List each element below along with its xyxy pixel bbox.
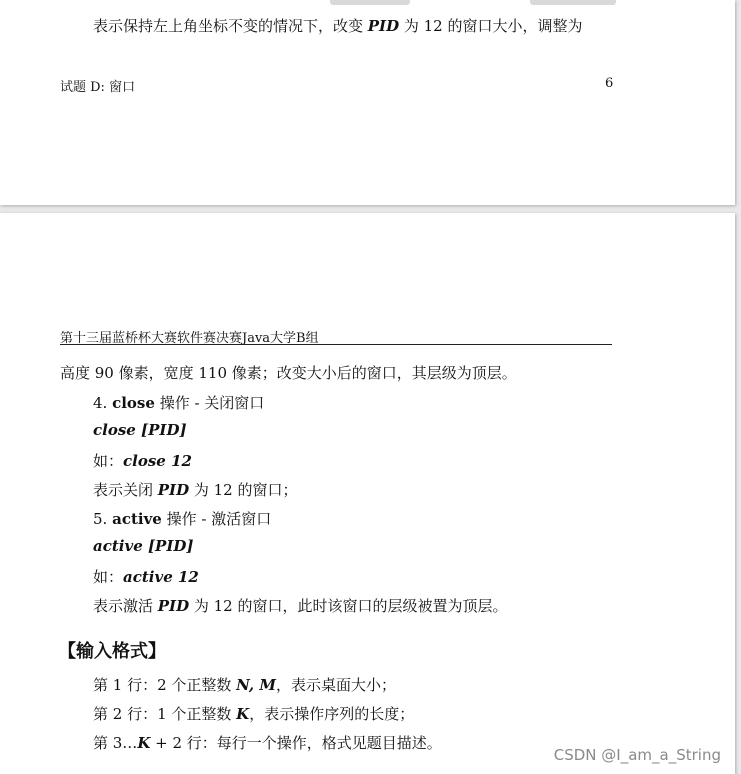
pid-term: PID xyxy=(157,597,190,615)
text: 为 12 的窗口，此时该窗口的层级被置为顶层。 xyxy=(189,597,508,615)
watermark: CSDN @I_am_a_String xyxy=(553,746,721,764)
paragraph-line xyxy=(93,15,583,36)
operation-5-example xyxy=(93,566,199,587)
section-title-input-format: 【输入格式】 xyxy=(58,641,166,662)
text: 第 1 行：2 个正整数 xyxy=(93,676,237,694)
text: + 2 行：每行一个操作，格式见题目描述。 xyxy=(150,734,442,752)
input-line-3 xyxy=(93,732,442,753)
operation-4-example xyxy=(93,450,192,471)
toolbar-tab xyxy=(330,0,410,5)
text: 为 12 的窗口大小，调整为 xyxy=(399,17,583,35)
item-number: 4. xyxy=(93,394,113,412)
operation-5-heading xyxy=(93,508,271,529)
text: 第 3… xyxy=(93,734,138,752)
math-term: K xyxy=(236,705,250,723)
operation-desc: 操作 - 关闭窗口 xyxy=(154,394,265,412)
example-code: close 12 xyxy=(123,452,192,470)
math-term: N, M xyxy=(236,676,276,694)
text: ，表示操作序列的长度； xyxy=(249,705,415,723)
paragraph-line: 高度 90 像素，宽度 110 像素；改变大小后的窗口，其层级为顶层。 xyxy=(60,364,517,382)
operation-4-explain xyxy=(93,479,298,500)
document-page-7 xyxy=(0,213,735,774)
input-line-1 xyxy=(93,674,396,695)
text: 表示保持左上角坐标不变的情况下，改变 xyxy=(93,17,368,35)
text: ，表示桌面大小； xyxy=(275,676,396,694)
operation-5-explain xyxy=(93,595,508,616)
operation-name: close xyxy=(112,394,155,412)
math-term: K xyxy=(137,734,151,752)
pid-term: PID xyxy=(157,481,190,499)
text: 表示激活 xyxy=(93,597,158,615)
text: 第 2 行：1 个正整数 xyxy=(93,705,237,723)
page-number: 6 xyxy=(605,76,614,91)
text: 为 12 的窗口； xyxy=(189,481,298,499)
item-number: 5. xyxy=(93,510,113,528)
example-prefix: 如： xyxy=(93,568,124,586)
toolbar-tab xyxy=(530,0,616,5)
running-header: 第十三届蓝桥杯大赛软件赛决赛Java大学B组 xyxy=(60,331,319,346)
example-code: active 12 xyxy=(123,568,199,586)
input-line-2 xyxy=(93,703,414,724)
text: 表示关闭 xyxy=(93,481,158,499)
operation-4-syntax: close [PID] xyxy=(93,421,187,439)
example-prefix: 如： xyxy=(93,452,124,470)
operation-name: active xyxy=(112,510,162,528)
operation-5-syntax: active [PID] xyxy=(93,537,194,555)
pid-term: PID xyxy=(367,17,400,35)
operation-desc: 操作 - 激活窗口 xyxy=(161,510,272,528)
document-page-6 xyxy=(0,0,735,205)
operation-4-heading xyxy=(93,392,264,413)
header-rule xyxy=(60,344,612,345)
footer-title: 试题 D: 窗口 xyxy=(60,80,136,95)
